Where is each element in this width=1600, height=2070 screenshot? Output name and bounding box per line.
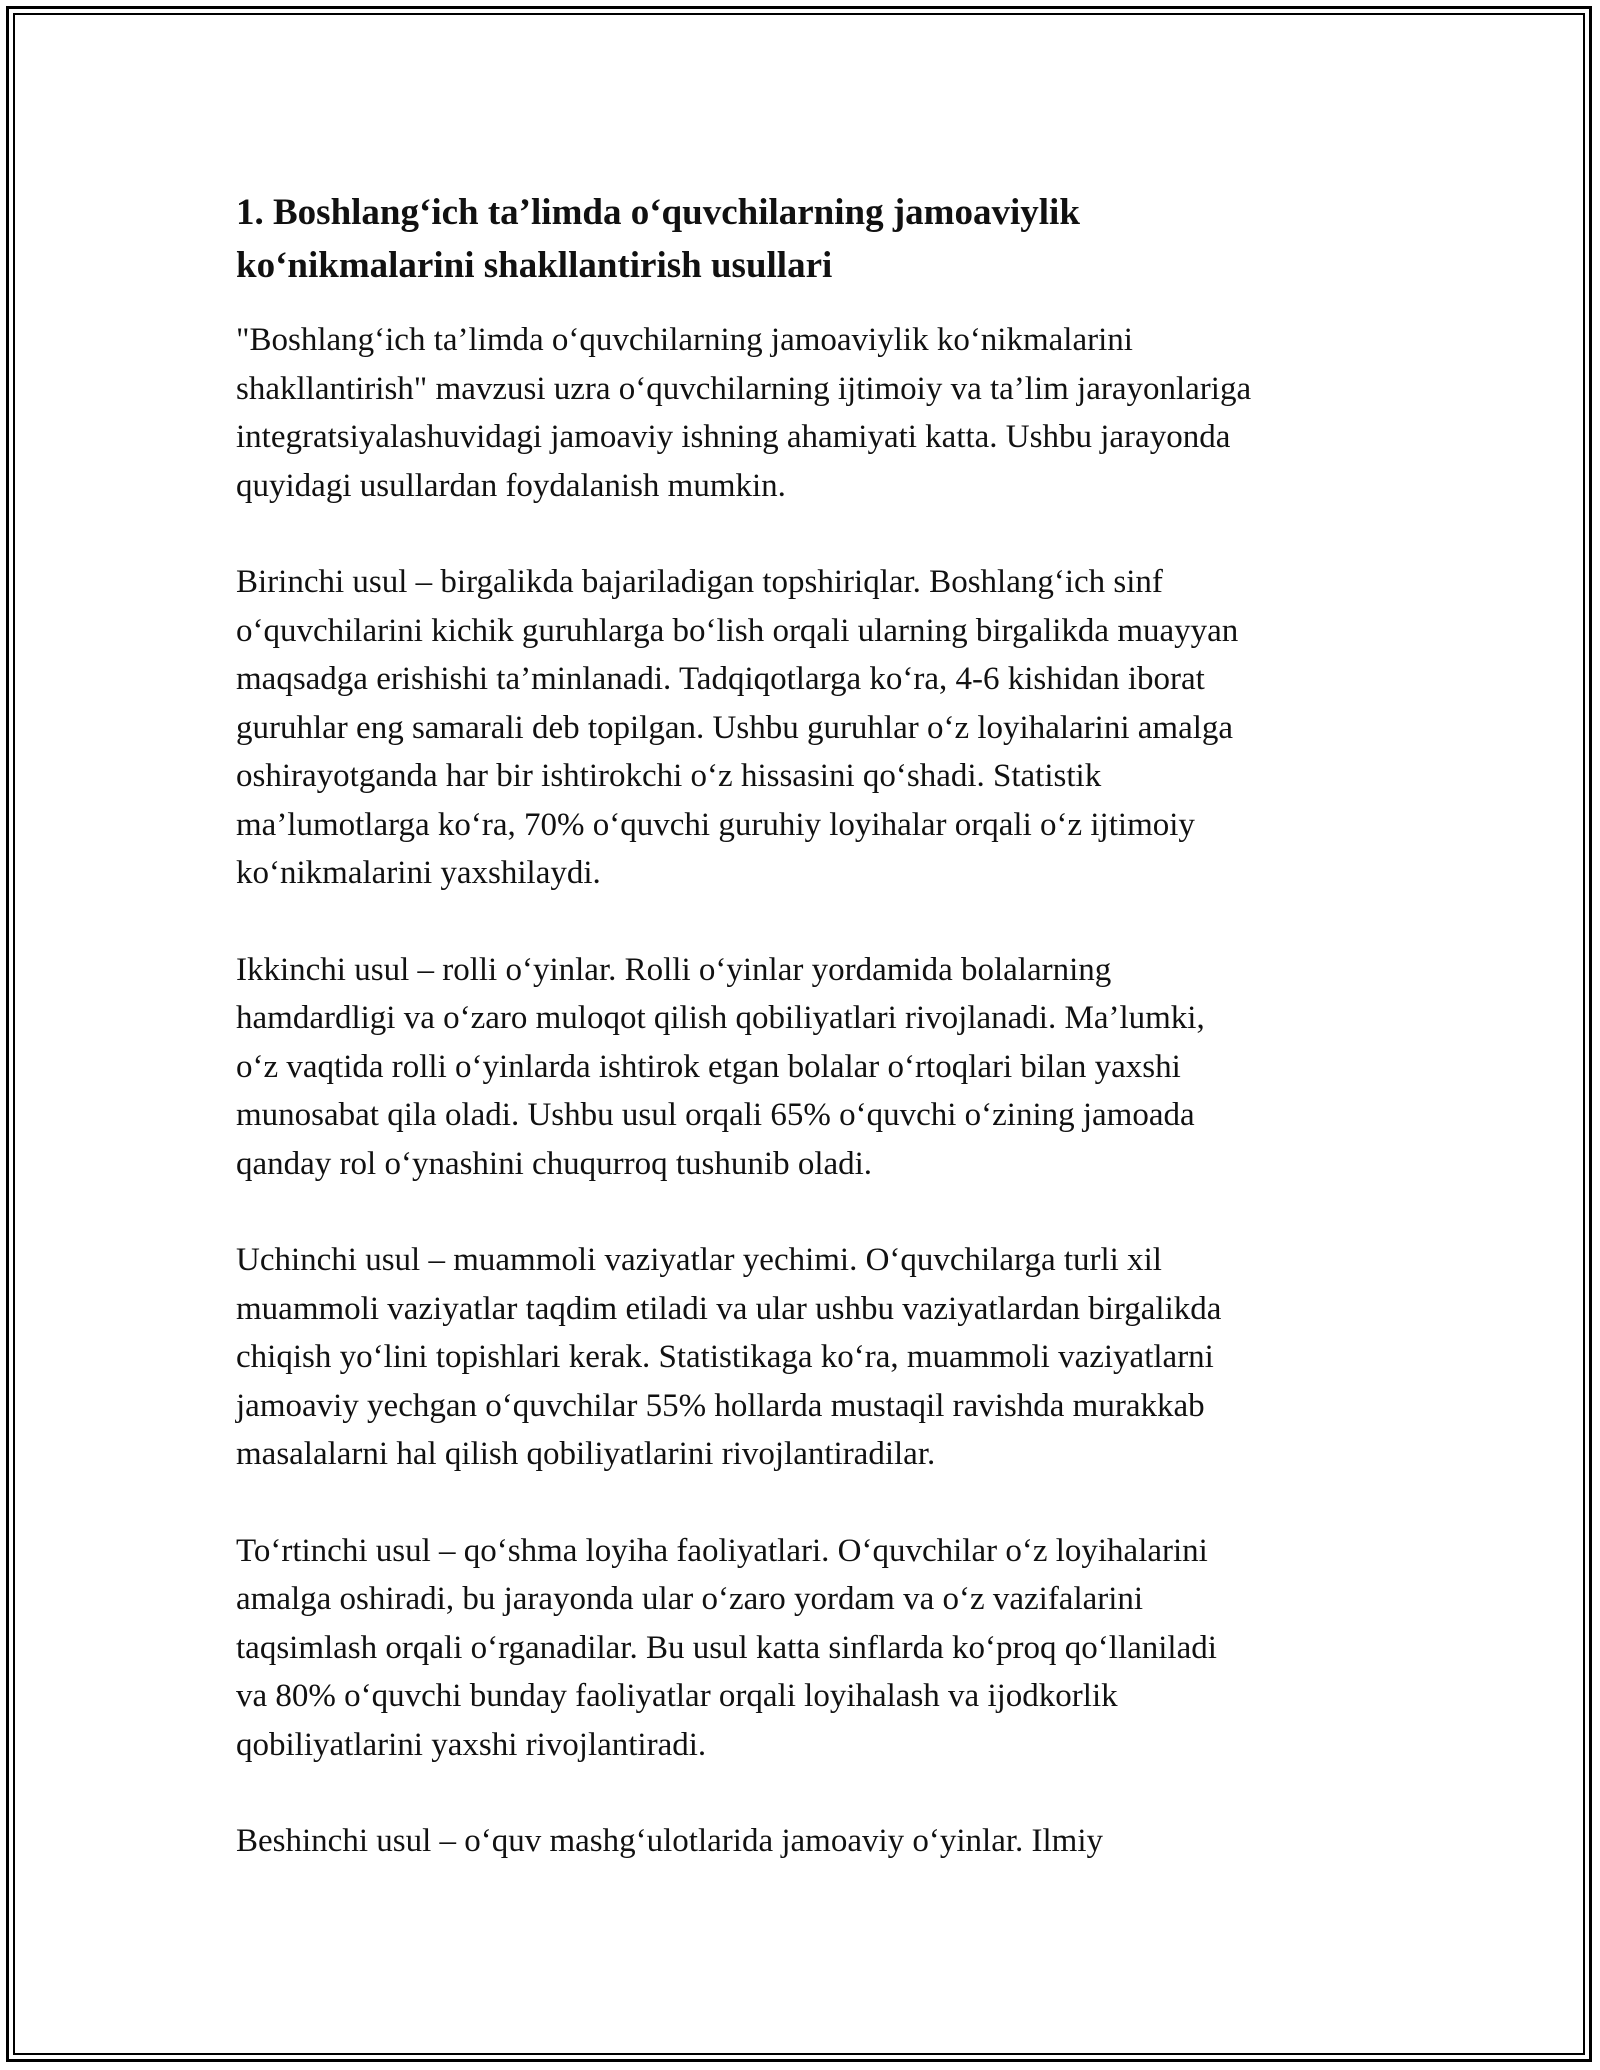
text-line: maqsadga erishishi ta’minlanadi. Tadqiqotlarga ko‘ra, 4-6 kishidan iborat [236, 661, 1205, 697]
text-line: masalalarni hal qilish qobiliyatlarini rivojlantiradilar. [236, 1436, 936, 1472]
text-line: quyidagi usullardan foydalanish mumkin. [236, 467, 786, 504]
text-line: shakllantirish" mavzusi uzra o‘quvchilarning ijtimoiy va ta’lim jarayonlariga [236, 370, 1252, 407]
text-line: Birinchi usul – birgalikda bajariladigan topshiriqlar. Boshlang‘ich sinf [236, 564, 1163, 600]
text-line: "Boshlang‘ich ta’limda o‘quvchilarning jamoaviylik ko‘nikmalarini [236, 322, 1133, 358]
heading-line: ko‘nikmalarini shakllantirish usullari [236, 245, 833, 286]
text-line: hamdardligi va o‘zaro muloqot qilish qobiliyatlari rivojlanadi. Ma’lumki, [236, 1000, 1205, 1036]
text-line: ma’lumotlarga ko‘ra, 70% o‘quvchi guruhiy loyihalar orqali o‘z ijtimoiy [236, 806, 1195, 843]
text-line: chiqish yo‘lini topishlari kerak. Statistikaga ko‘ra, muammoli vaziyatlarni [236, 1339, 1214, 1375]
paragraph-method-3 [236, 1236, 1386, 1479]
text-line: Uchinchi usul – muammoli vaziyatlar yechimi. O‘quvchilarga turli xil [236, 1242, 1162, 1278]
text-line: o‘quvchilarini kichik guruhlarga bo‘lish orqali ularning birgalikda muayyan [236, 612, 1239, 649]
text-line: Ikkinchi usul – rolli o‘yinlar. Rolli o‘yinlar yordamida bolalarning [236, 951, 1112, 988]
text-line: qobiliyatlarini yaxshi rivojlantiradi. [236, 1726, 707, 1763]
paragraph-method-1 [236, 558, 1386, 898]
text-line: o‘z vaqtida rolli o‘yinlarda ishtirok etgan bolalar o‘rtoqlari bilan yaxshi [236, 1048, 1181, 1085]
text-line: amalga oshiradi, bu jarayonda ular o‘zaro yordam va o‘z vazifalarini [236, 1581, 1144, 1617]
paragraph-method-5 [236, 1817, 1386, 1866]
text-line: ko‘nikmalarini yaxshilaydi. [236, 855, 601, 891]
document-body [236, 186, 1386, 1914]
text-line: qanday rol o‘ynashini chuqurroq tushunib oladi. [236, 1145, 873, 1182]
heading-line: 1. Boshlang‘ich ta’limda o‘quvchilarning jamoaviylik [236, 192, 1080, 233]
paragraph-method-4 [236, 1527, 1386, 1770]
text-line: jamoaviy yechgan o‘quvchilar 55% hollarda mustaqil ravishda murakkab [236, 1387, 1205, 1424]
paragraph-intro [236, 316, 1386, 510]
paragraph-method-2 [236, 946, 1386, 1189]
text-line: Beshinchi usul – o‘quv mashg‘ulotlarida jamoaviy o‘yinlar. Ilmiy [236, 1823, 1104, 1859]
text-line: va 80% o‘quvchi bunday faoliyatlar orqali loyihalash va ijodkorlik [236, 1678, 1118, 1714]
text-line: munosabat qila oladi. Ushbu usul orqali 65% o‘quvchi o‘zining jamoada [236, 1097, 1195, 1133]
text-line: taqsimlash orqali o‘rganadilar. Bu usul katta sinflarda ko‘proq qo‘llaniladi [236, 1629, 1217, 1666]
text-line: oshirayotganda har bir ishtirokchi o‘z hissasini qo‘shadi. Statistik [236, 758, 1102, 794]
text-line: To‘rtinchi usul – qo‘shma loyiha faoliyatlari. O‘quvchilar o‘z loyihalarini [236, 1532, 1208, 1569]
text-line: integratsiyalashuvidagi jamoaviy ishning ahamiyati katta. Ushbu jarayonda [236, 419, 1231, 455]
text-line: guruhlar eng samarali deb topilgan. Ushbu guruhlar o‘z loyihalarini amalga [236, 709, 1234, 746]
section-heading [236, 186, 1386, 292]
text-line: muammoli vaziyatlar taqdim etiladi va ular ushbu vaziyatlardan birgalikda [236, 1290, 1222, 1327]
